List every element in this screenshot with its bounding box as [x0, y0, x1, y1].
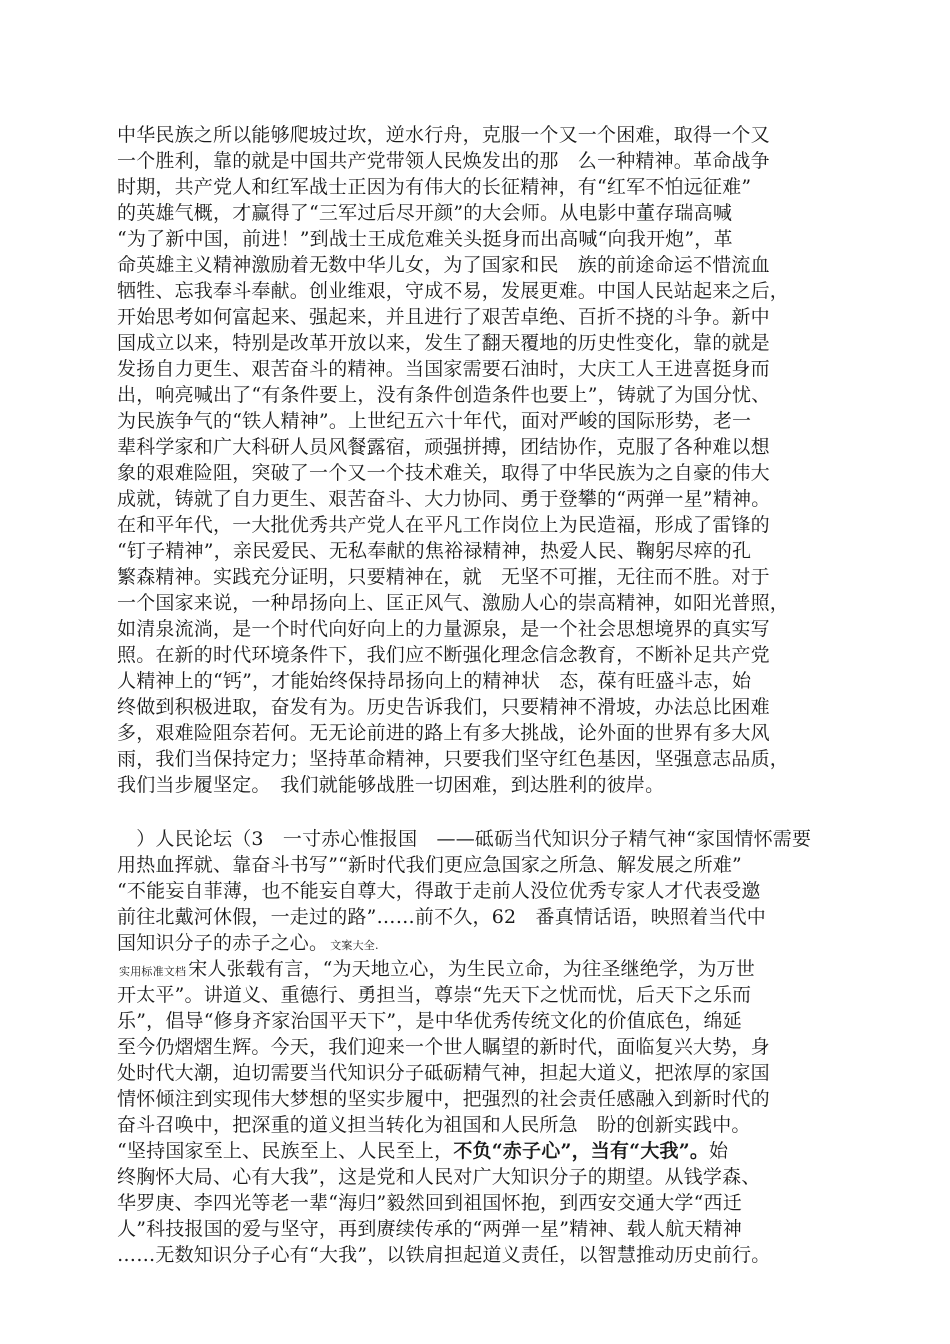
text-line: 时期，共产党人和红军战士正因为有伟大的长征精神，有“红军不怕远征难”	[117, 176, 752, 198]
text-line: ）人民论坛（3 一寸赤心惟报国 ——砥砺当代知识分子精气神“家国情怀需要	[117, 828, 812, 850]
text-line: 繁森精神。实践充分证明，只要精神在，就 无坚不可摧，无往而不胜。对于	[117, 566, 770, 588]
text-line: 命英雄主义精神激励着无数中华儿女，为了国家和民 族的前途命运不惜流血	[117, 254, 770, 276]
text-line: 开太平”。讲道义、重德行、勇担当，尊崇“先天下之忧而忧，后天下之乐而	[117, 984, 752, 1006]
text-line: 终胸怀大局、心有大我”，这是党和人民对广大知识分子的期望。从钱学森、	[117, 1166, 761, 1188]
text-line: 我们当步履坚定。 我们就能够战胜一切困难，到达胜利的彼岸。	[117, 774, 665, 796]
text-line: “为了新中国，前进！”到战士王成危难关头挺身而出高喊“向我开炮”，革	[117, 228, 733, 250]
text-line: 在和平年代，一大批优秀共产党人在平凡工作岗位上为民造福，形成了雷锋的	[117, 514, 770, 536]
text-segment: 国知识分子的赤子之心。	[117, 932, 329, 954]
text-line: 雨，我们当保持定力；坚持革命精神，只要我们坚守红色基因，坚强意志品质，	[117, 748, 790, 770]
text-line: 一个胜利，靠的就是中国共产党带领人民焕发出的那 么一种精神。革命战争	[117, 150, 770, 172]
text-line: 奋斗召唤中，把深重的道义担当转化为祖国和人民所急 盼的创新实践中。	[117, 1114, 751, 1136]
text-line: 至今仍熠熠生辉。今天，我们迎来一个世人瞩望的新时代，面临复兴大势，身	[117, 1036, 770, 1058]
text-line	[117, 931, 381, 957]
text-line: 人”科技报国的爱与坚守，再到赓续传承的“两弹一星”精神、载人航天精神	[117, 1218, 742, 1240]
text-line: 多，艰难险阻奈若何。无无论前进的路上有多大挑战，论外面的世界有多大风	[117, 722, 770, 744]
text-line: 用热血挥就、靠奋斗书写”“新时代我们更应急国家之所急、解发展之所难”	[117, 854, 742, 876]
text-line: 情怀倾注到实现伟大梦想的坚实步履中，把强烈的社会责任感融入到新时代的	[117, 1088, 770, 1110]
text-line: 一个国家来说，一种昂扬向上、匡正风气、激励人心的崇高精神，如阳光普照，	[117, 592, 790, 614]
watermark-text: 文案大全.	[330, 939, 379, 952]
text-line: 辈科学家和广大科研人员风餐露宿，顽强拼搏，团结协作，克服了各种难以想	[117, 436, 770, 458]
text-line: 处时代大潮，迫切需要当代知识分子砥砺精气神，担起大道义，把浓厚的家国	[117, 1062, 770, 1084]
text-line: 终做到积极进取，奋发有为。历史告诉我们，只要精神不滑坡，办法总比困难	[117, 696, 770, 718]
text-line: 发扬自力更生、艰苦奋斗的精神。当国家需要石油时，大庆工人王进喜挺身而	[117, 358, 770, 380]
text-line: ……无数知识分子心有“大我”，以铁肩担起道义责任，以智慧推动历史前行。	[117, 1244, 771, 1266]
text-line: 象的艰难险阻，突破了一个又一个技术难关，取得了中华民族为之自豪的伟大	[117, 462, 770, 484]
text-line: 乐”，倡导“修身齐家治国平天下”，是中华优秀传统文化的价值底色，绵延	[117, 1010, 742, 1032]
text-line: 中华民族之所以能够爬坡过坎，逆水行舟，克服一个又一个困难，取得一个又	[117, 124, 770, 146]
text-line	[117, 1139, 728, 1165]
text-line: “不能妄自菲薄，也不能妄自尊大，得敢于走前人没位优秀专家人才代表受邀	[117, 880, 761, 902]
text-line: 华罗庚、李四光等老一辈“海归”毅然回到祖国怀抱，到西安交通大学“西迁	[117, 1192, 742, 1214]
text-line: 的英雄气概，才赢得了“三军过后尽开颜”的大会师。从电影中董存瑞高喊	[117, 202, 733, 224]
text-segment: 始	[709, 1140, 729, 1162]
text-segment: 宋人张载有言，“为天地立心，为生民立命，为往圣继绝学，为万世	[188, 958, 755, 980]
text-line: 如清泉流淌，是一个时代向好向上的力量源泉，是一个社会思想境界的真实写	[117, 618, 770, 640]
text-line: 出，响亮喊出了“有条件要上，没有条件创造条件也要上”，铸就了为国分忧、	[117, 384, 771, 406]
text-line: 牺牲、忘我奉斗奉献。创业维艰，守成不易，发展更难。中国人民站起来之后，	[117, 280, 790, 302]
text-line: 人精神上的“钙”，才能始终保持昂扬向上的精神状 态，葆有旺盛斗志，始	[117, 670, 752, 692]
text-line: 前往北戴河休假，一走过的路”……前不久，62 番真情话语，映照着当代中	[117, 906, 766, 928]
text-line: 成就，铸就了自力更生、艰苦奋斗、大力协同、勇于登攀的“两弹一星”精神。	[117, 488, 771, 510]
text-line: 国成立以来，特别是改革开放以来，发生了翻天覆地的历史性变化，靠的就是	[117, 332, 770, 354]
text-line	[117, 957, 755, 983]
text-line: 照。在新的时代环境条件下，我们应不断强化理念信念教育，不断补足共产党	[117, 644, 770, 666]
text-segment: “坚持国家至上、民族至上、人民至上，	[117, 1140, 454, 1162]
watermark-text: 实用标准文档	[119, 965, 187, 978]
text-line: 为民族争气的“铁人精神”。上世纪五六十年代，面对严峻的国际形势，老一	[117, 410, 752, 432]
text-line: “钉子精神”，亲民爱民、无私奉献的焦裕禄精神，热爱人民、鞠躬尽瘁的孔	[117, 540, 752, 562]
text-line: 开始思考如何富起来、强起来，并且进行了艰苦卓绝、百折不挠的斗争。新中	[117, 306, 770, 328]
bold-text-segment: 不负“赤子心”，当有“大我”。	[453, 1140, 710, 1162]
